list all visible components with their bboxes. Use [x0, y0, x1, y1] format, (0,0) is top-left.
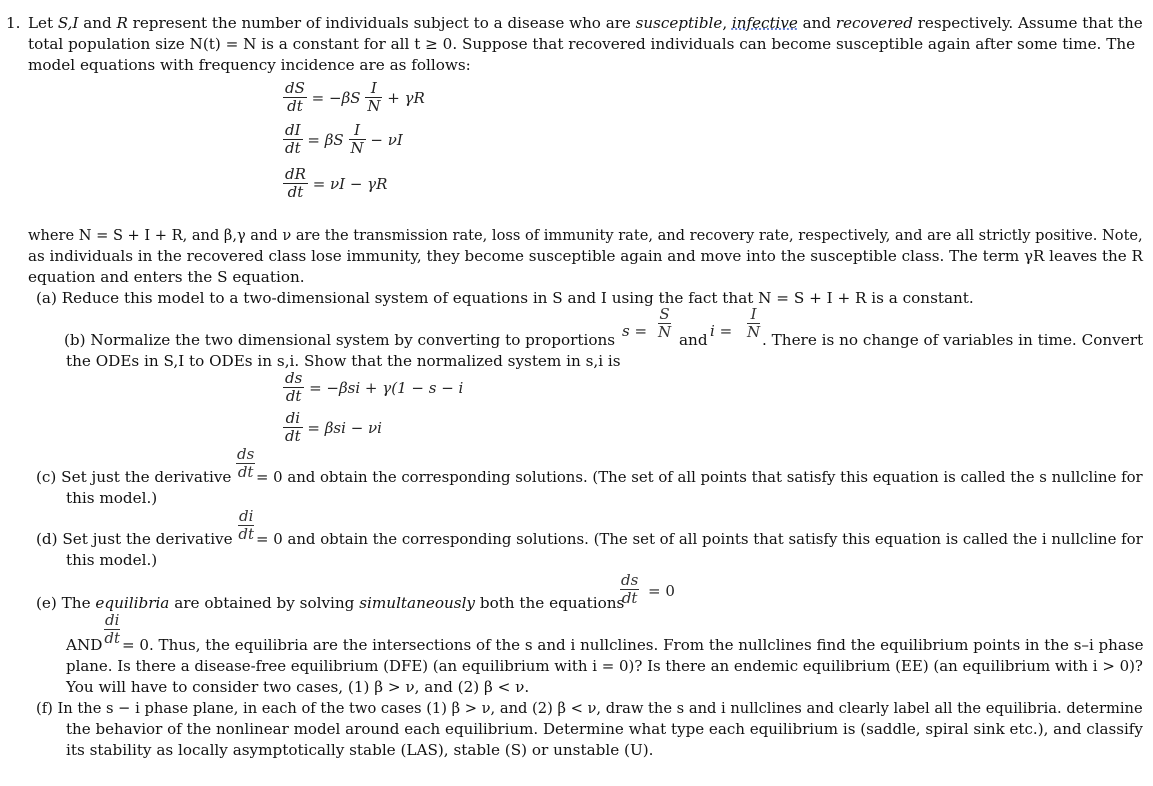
e-di-frac: $\frac{di}{dt}$: [104, 611, 121, 647]
term-recovered: recovered: [835, 14, 913, 32]
d-deriv-frac: $\frac{di}{dt}$: [238, 507, 255, 543]
norm-ode-di: $\frac{di}{dt}$ = βsi − νi: [285, 409, 382, 445]
part-d-line-2: this model.): [66, 551, 158, 569]
where-line-3: equation and enters the S equation.: [28, 268, 305, 286]
def-and: and: [679, 331, 708, 349]
part-e-line-2: = 0. Thus, the equilibria are the intersections of the s and i nullclines. From the nullclines find the equilibrium points in the s–i phase: [122, 636, 1144, 654]
term-infective: infective: [731, 14, 798, 32]
part-c-line-2: this model.): [66, 489, 158, 507]
part-b-line-2: the ODEs in S,I to ODEs in s,i. Show that the normalized system in s,i is: [66, 352, 621, 370]
part-c-line-1-post: = 0 and obtain the corresponding solutions. (The set of all points that satisfy this equation is called the s nullcline for: [256, 468, 1143, 486]
where-line-2: as individuals in the recovered class lose immunity, they become susceptible again and move into the susceptible class. The term γR leaves the R: [28, 247, 1143, 265]
def-i: i =: [710, 322, 733, 340]
part-e-line-4: You will have to consider two cases, (1) β > ν, and (2) β < ν.: [66, 678, 530, 696]
part-b-line-1-post: . There is no change of variables in time. Convert: [762, 331, 1144, 349]
part-e-line-1: (e) The equilibria are obtained by solving simultaneously both the equations: [36, 594, 625, 612]
problem-number: 1.: [6, 14, 21, 32]
part-c-line-1-pre: (c) Set just the derivative: [36, 468, 232, 486]
def-s-frac: $\frac{S}{N}$: [658, 305, 672, 341]
intro-line-1: Let S,I and R represent the number of individuals subject to a disease who are susceptible, infective and recovered respectively. Assume that the: [28, 14, 1143, 32]
e-ds-frac: $\frac{ds}{dt}$: [621, 571, 639, 607]
c-deriv-frac: $\frac{ds}{dt}$: [237, 445, 255, 481]
e-equals-zero: = 0: [648, 582, 675, 600]
def-s: s =: [622, 322, 648, 340]
part-e-line-3: plane. Is there a disease-free equilibrium (DFE) (an equilibrium with i = 0)? Is there an endemic equilibrium (EE) (an equilibrium with i > 0)?: [66, 657, 1143, 675]
part-f-line-2: the behavior of the nonlinear model around each equilibrium. Determine what type each equilibrium is (saddle, spiral sink etc.), and classify: [66, 720, 1143, 738]
part-e-and: AND: [66, 636, 103, 654]
def-i-frac: $\frac{I}{N}$: [747, 305, 761, 341]
where-line-1: where N = S + I + R, and β,γ and ν are the transmission rate, loss of immunity rate, and recovery rate, respectively, and are all strictly positive. Note,: [28, 226, 1143, 244]
part-b-line-1-pre: (b) Normalize the two dimensional system by converting to proportions: [64, 331, 616, 349]
ode-dR: $\frac{dR}{dt}$ = νI − γR: [285, 165, 388, 201]
ode-dI: $\frac{dI}{dt}$ = βS $\frac{I}{N}$ − νI: [285, 121, 403, 157]
part-d-line-1-post: = 0 and obtain the corresponding solutions. (The set of all points that satisfy this equation is called the i nullcline for: [256, 530, 1143, 548]
intro-line-3: model equations with frequency incidence are as follows:: [28, 56, 471, 74]
term-susceptible: susceptible: [635, 14, 723, 32]
part-f-line-3: its stability as locally asymptotically stable (LAS), stable (S) or unstable (U).: [66, 741, 654, 759]
part-d-line-1-pre: (d) Set just the derivative: [36, 530, 233, 548]
part-a: (a) Reduce this model to a two-dimensional system of equations in S and I using the fact that N = S + I + R is a constant.: [36, 289, 974, 307]
ode-dS: $\frac{dS}{dt}$ = −βS $\frac{I}{N}$ + γR: [285, 79, 425, 115]
intro-line-2: total population size N(t) = N is a constant for all t ≥ 0. Suppose that recovered individuals can become susceptible again after some time. The: [28, 35, 1136, 53]
part-f-line-1: (f) In the s − i phase plane, in each of the two cases (1) β > ν, and (2) β < ν, draw the s and i nullclines and clearly label all the equilibria. determine: [36, 699, 1143, 717]
norm-ode-ds: $\frac{ds}{dt}$ = −βsi + γ(1 − s − i: [285, 369, 464, 405]
